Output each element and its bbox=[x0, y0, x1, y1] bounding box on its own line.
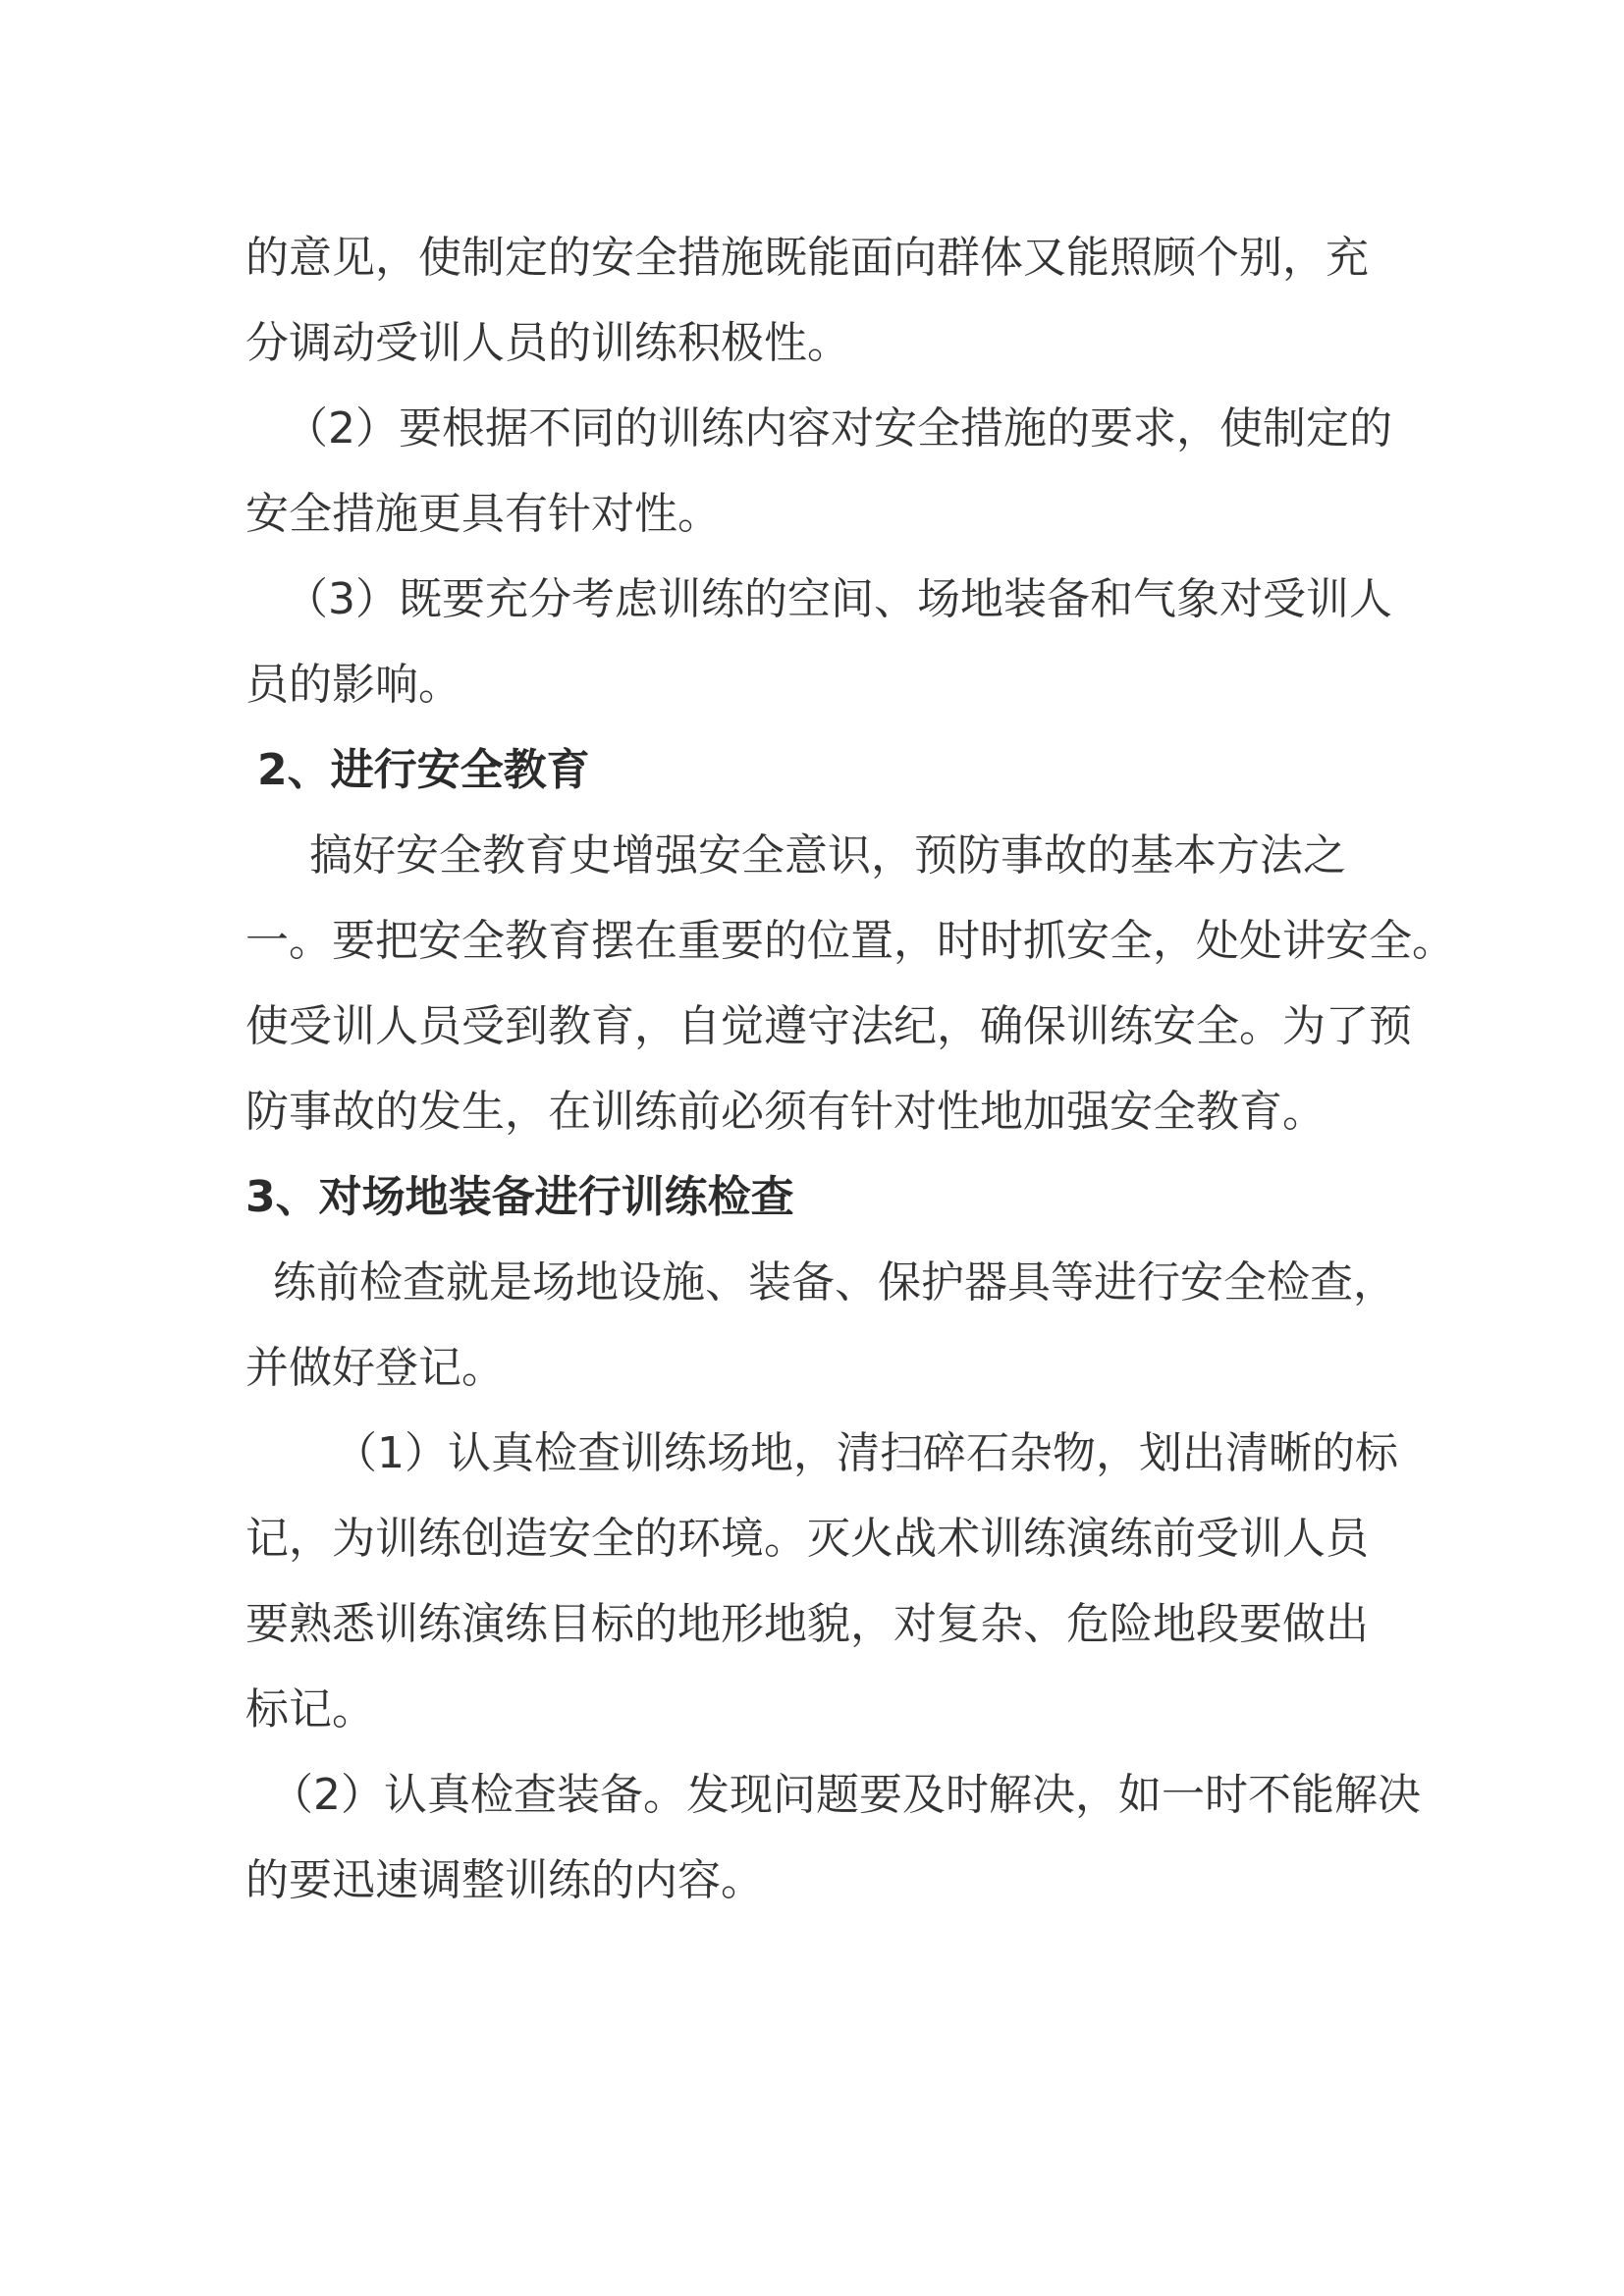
list-item-line: 标记。 bbox=[245, 1684, 375, 1735]
list-item-line: 要熟悉训练演练目标的地形地貌，对复杂、危险地段要做出 bbox=[245, 1599, 1369, 1649]
paragraph-line: 搞好安全教育史增强安全意识，预防事故的基本方法之 bbox=[309, 830, 1346, 881]
list-item-line: 的要迅速调整训练的内容。 bbox=[245, 1855, 764, 1905]
paragraph-line: 并做好登记。 bbox=[245, 1343, 505, 1393]
section-heading: 2、进行安全教育 bbox=[257, 745, 590, 795]
list-item-line: 记，为训练创造安全的环境。灭火战术训练演练前受训人员 bbox=[245, 1514, 1369, 1564]
section-heading: 3、对场地装备进行训练检查 bbox=[245, 1172, 794, 1222]
list-item-line: 安全措施更具有针对性。 bbox=[245, 489, 721, 539]
paragraph-line: 一。要把安全教育摆在重要的位置，时时抓安全，处处讲安全。 bbox=[245, 916, 1455, 966]
paragraph-line: 的意见，使制定的安全措施既能面向群体又能照顾个别，充 bbox=[245, 233, 1369, 283]
list-item-line: （1）认真检查训练场地，清扫碎石杂物，划出清晰的标 bbox=[334, 1428, 1398, 1478]
paragraph-line: 防事故的发生，在训练前必须有针对性地加强安全教育。 bbox=[245, 1087, 1326, 1137]
paragraph-line: 练前检查就是场地设施、装备、保护器具等进行安全检查， bbox=[273, 1257, 1396, 1308]
list-item-line: （2）认真检查装备。发现问题要及时解决，如一时不能解决 bbox=[270, 1770, 1421, 1820]
list-item-line: （3）既要充分考虑训练的空间、场地装备和气象对受训人 bbox=[285, 574, 1392, 624]
paragraph-line: 使受训人员受到教育，自觉遵守法纪，确保训练安全。为了预 bbox=[245, 1001, 1412, 1051]
list-item-line: （2）要根据不同的训练内容对安全措施的要求，使制定的 bbox=[285, 403, 1392, 454]
list-item-line: 员的影响。 bbox=[245, 660, 461, 710]
paragraph-line: 分调动受训人员的训练积极性。 bbox=[245, 318, 850, 368]
